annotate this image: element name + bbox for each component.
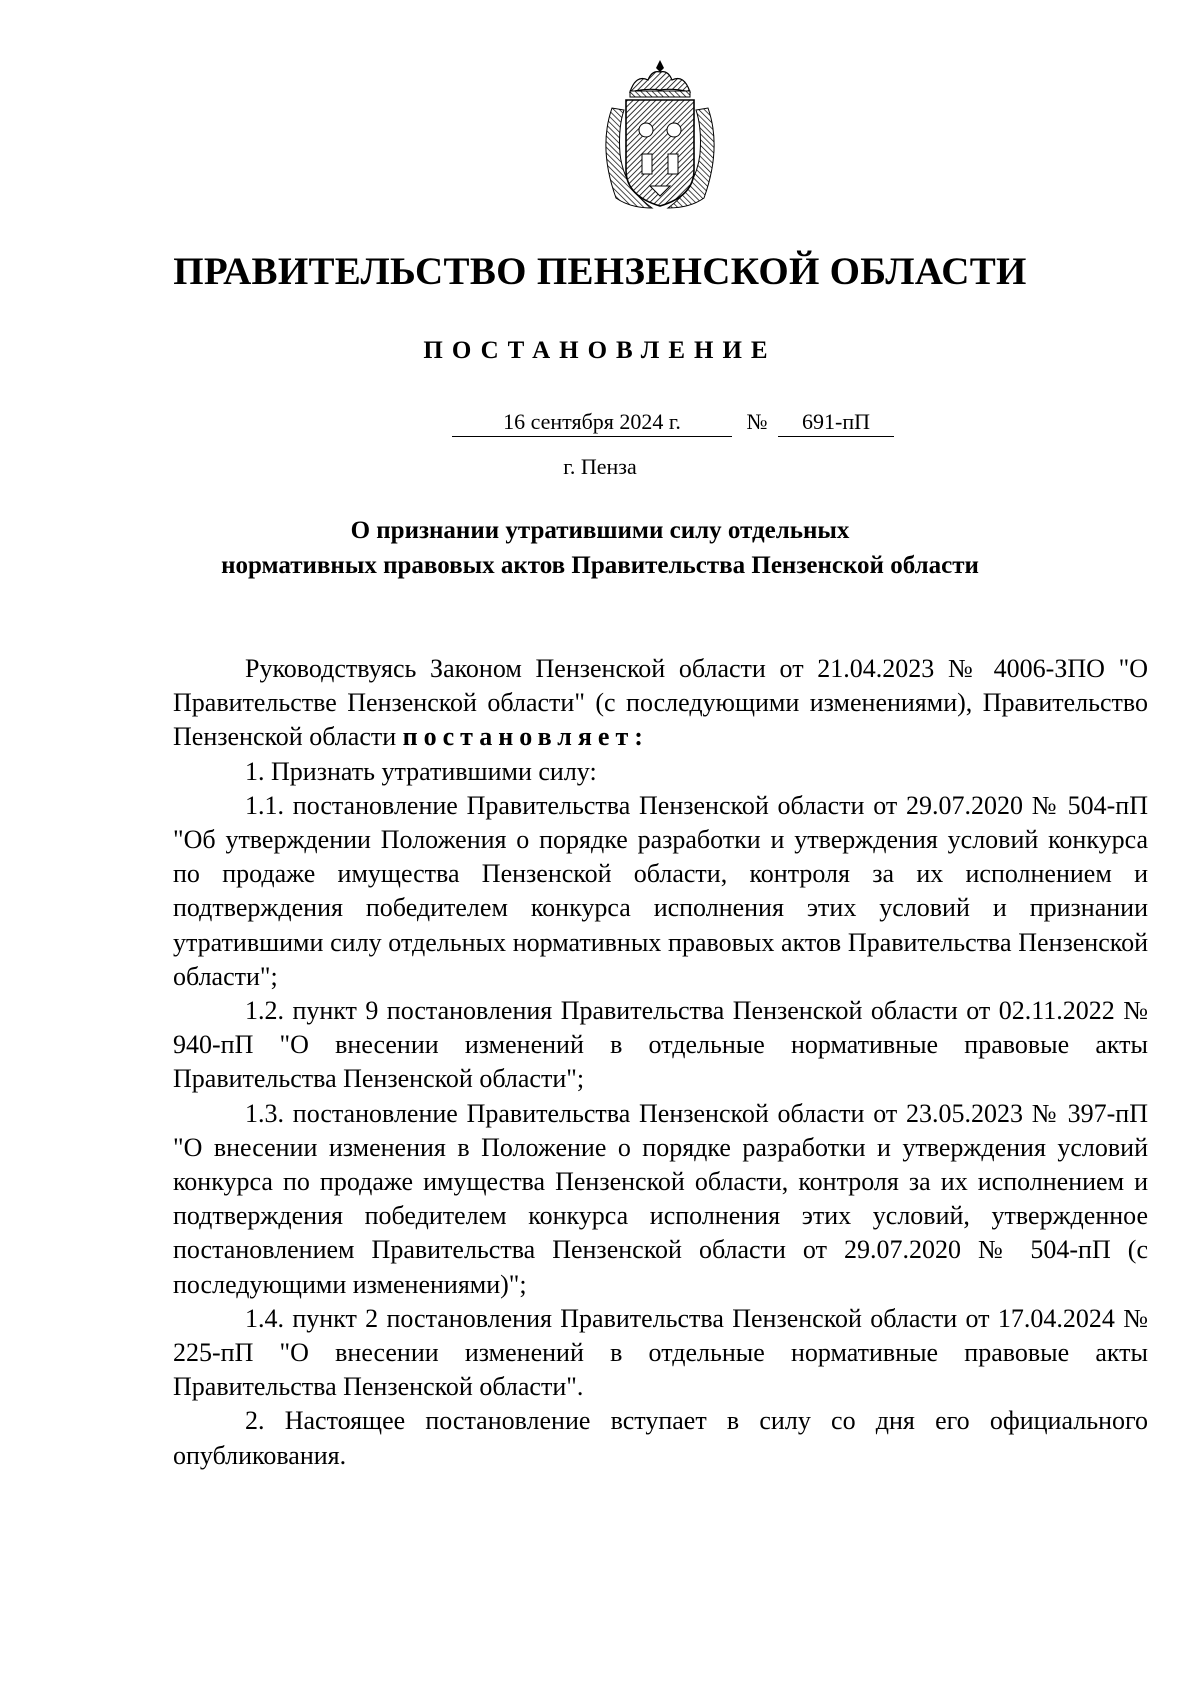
document-city: г. Пенза [563, 454, 637, 479]
document-date: 16 сентября 2024 г. [452, 408, 732, 437]
item-1-2: 1.2. пункт 9 постановления Правительства Пензенской области от 02.11.2022 № 940-пП "О внесении изменений в отдельные нормативные правовые акты Правительства Пензенской области"; [173, 996, 1148, 1094]
item-2: 2. Настоящее постановление вступает в силу со дня его официального опубликования. [173, 1406, 1148, 1470]
coat-of-arms-emblem [590, 58, 730, 214]
preamble-text: Руководствуясь Законом Пензенской области от 21.04.2023 № 4006-ЗПО "О Правительстве Пензенской области" (с последующими изменениями), Правительство Пензенской области [173, 654, 1148, 752]
document-subject [0, 513, 1200, 583]
document-body [173, 652, 1148, 1473]
document-kind: ПОСТАНОВЛЕНИЕ [423, 337, 777, 364]
document-number: 691-пП [778, 408, 894, 437]
preamble-paragraph [173, 652, 1148, 755]
preamble-verb: постановляет: [402, 722, 649, 752]
item-1-4: 1.4. пункт 2 постановления Правительства Пензенской области от 17.04.2024 № 225-пП "О внесении изменений в отдельные нормативные правовые акты Правительства Пензенской области". [173, 1303, 1148, 1402]
item-1-1: 1.1. постановление Правительства Пензенской области от 29.07.2020 № 504-пП "Об утверждении Положения о порядке разработки и утверждения условий конкурса по продаже имущества Пензенской области, контроля за их исполнением и подтверждения победителем конкурса исполнения этих условий и признании утратившими силу отдельных нормативных правовых актов Правительства Пензенской области"; [173, 790, 1148, 991]
subject-line-1: О признании утратившими силу отдельных [350, 517, 850, 544]
item-1: 1. Признать утратившими силу: [245, 756, 597, 786]
subject-line-2: нормативных правовых актов Правительства Пензенской области [221, 552, 979, 579]
government-title: ПРАВИТЕЛЬСТВО ПЕНЗЕНСКОЙ ОБЛАСТИ [173, 250, 1027, 293]
item-1-3: 1.3. постановление Правительства Пензенской области от 23.05.2023 № 397-пП "О внесении изменения в Положение о порядке разработки и утверждения условий конкурса по продаже имущества Пензенской области, контроля за их исполнением и подтверждения победителем конкурса исполнения этих условий, утвержденное постановлением Правительства Пензенской области от 29.07.2020 № 504-пП (с последующими изменениями)"; [173, 1098, 1148, 1299]
number-sign: № [746, 409, 768, 434]
